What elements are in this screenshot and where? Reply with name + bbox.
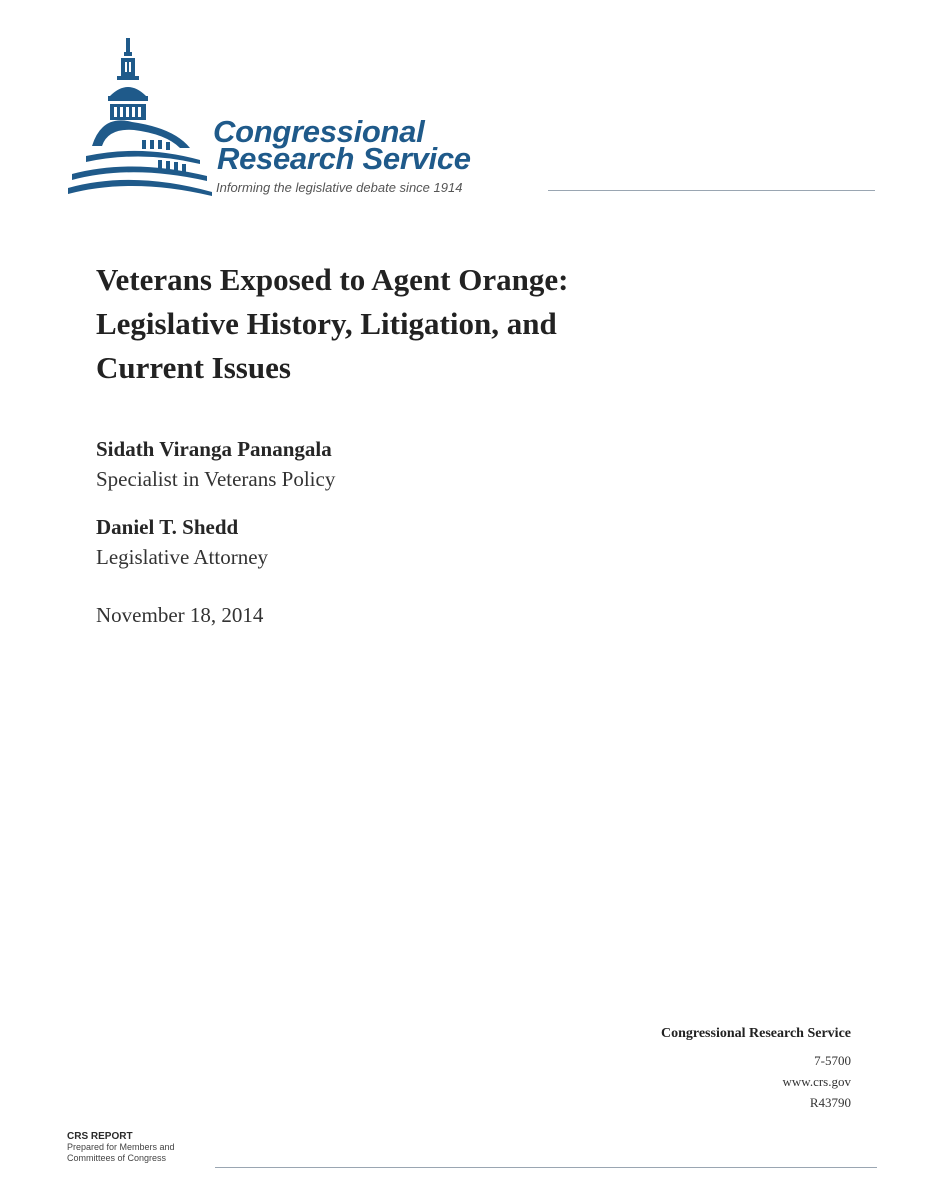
report-date: November 18, 2014 xyxy=(96,603,264,627)
crs-code: 7-5700 xyxy=(814,1053,851,1068)
footer-prepared-line: Committees of Congress xyxy=(67,1153,167,1163)
crs-info-block xyxy=(661,1024,851,1113)
author-name: Daniel T. Shedd xyxy=(96,515,239,539)
header-divider xyxy=(548,190,875,191)
crs-report-number: R43790 xyxy=(809,1095,851,1110)
author-block xyxy=(96,434,335,494)
footer-prepared-line: Prepared for Members and xyxy=(67,1142,175,1152)
author-name: Sidath Viranga Panangala xyxy=(96,437,332,461)
author-block xyxy=(96,512,268,572)
logo-title-line2: Research Service xyxy=(217,141,471,176)
report-title-line: Legislative History, Litigation, and xyxy=(96,306,557,341)
report-title-line: Current Issues xyxy=(96,350,291,385)
report-title-line: Veterans Exposed to Agent Orange: xyxy=(96,262,569,297)
logo-tagline: Informing the legislative debate since 1914 xyxy=(216,180,463,195)
logo-title-line1: Congressional xyxy=(213,114,425,149)
logo-wordmark xyxy=(213,114,471,176)
footer-divider xyxy=(215,1167,877,1168)
capitol-dome-icon xyxy=(62,36,222,201)
footer-report-label: CRS REPORT xyxy=(67,1131,133,1142)
crs-org-name: Congressional Research Service xyxy=(660,1026,851,1041)
crs-website: www.crs.gov xyxy=(782,1074,851,1089)
report-title xyxy=(96,258,796,390)
author-role: Specialist in Veterans Policy xyxy=(96,467,336,491)
author-role: Legislative Attorney xyxy=(96,545,269,569)
footer-label xyxy=(67,1131,175,1164)
